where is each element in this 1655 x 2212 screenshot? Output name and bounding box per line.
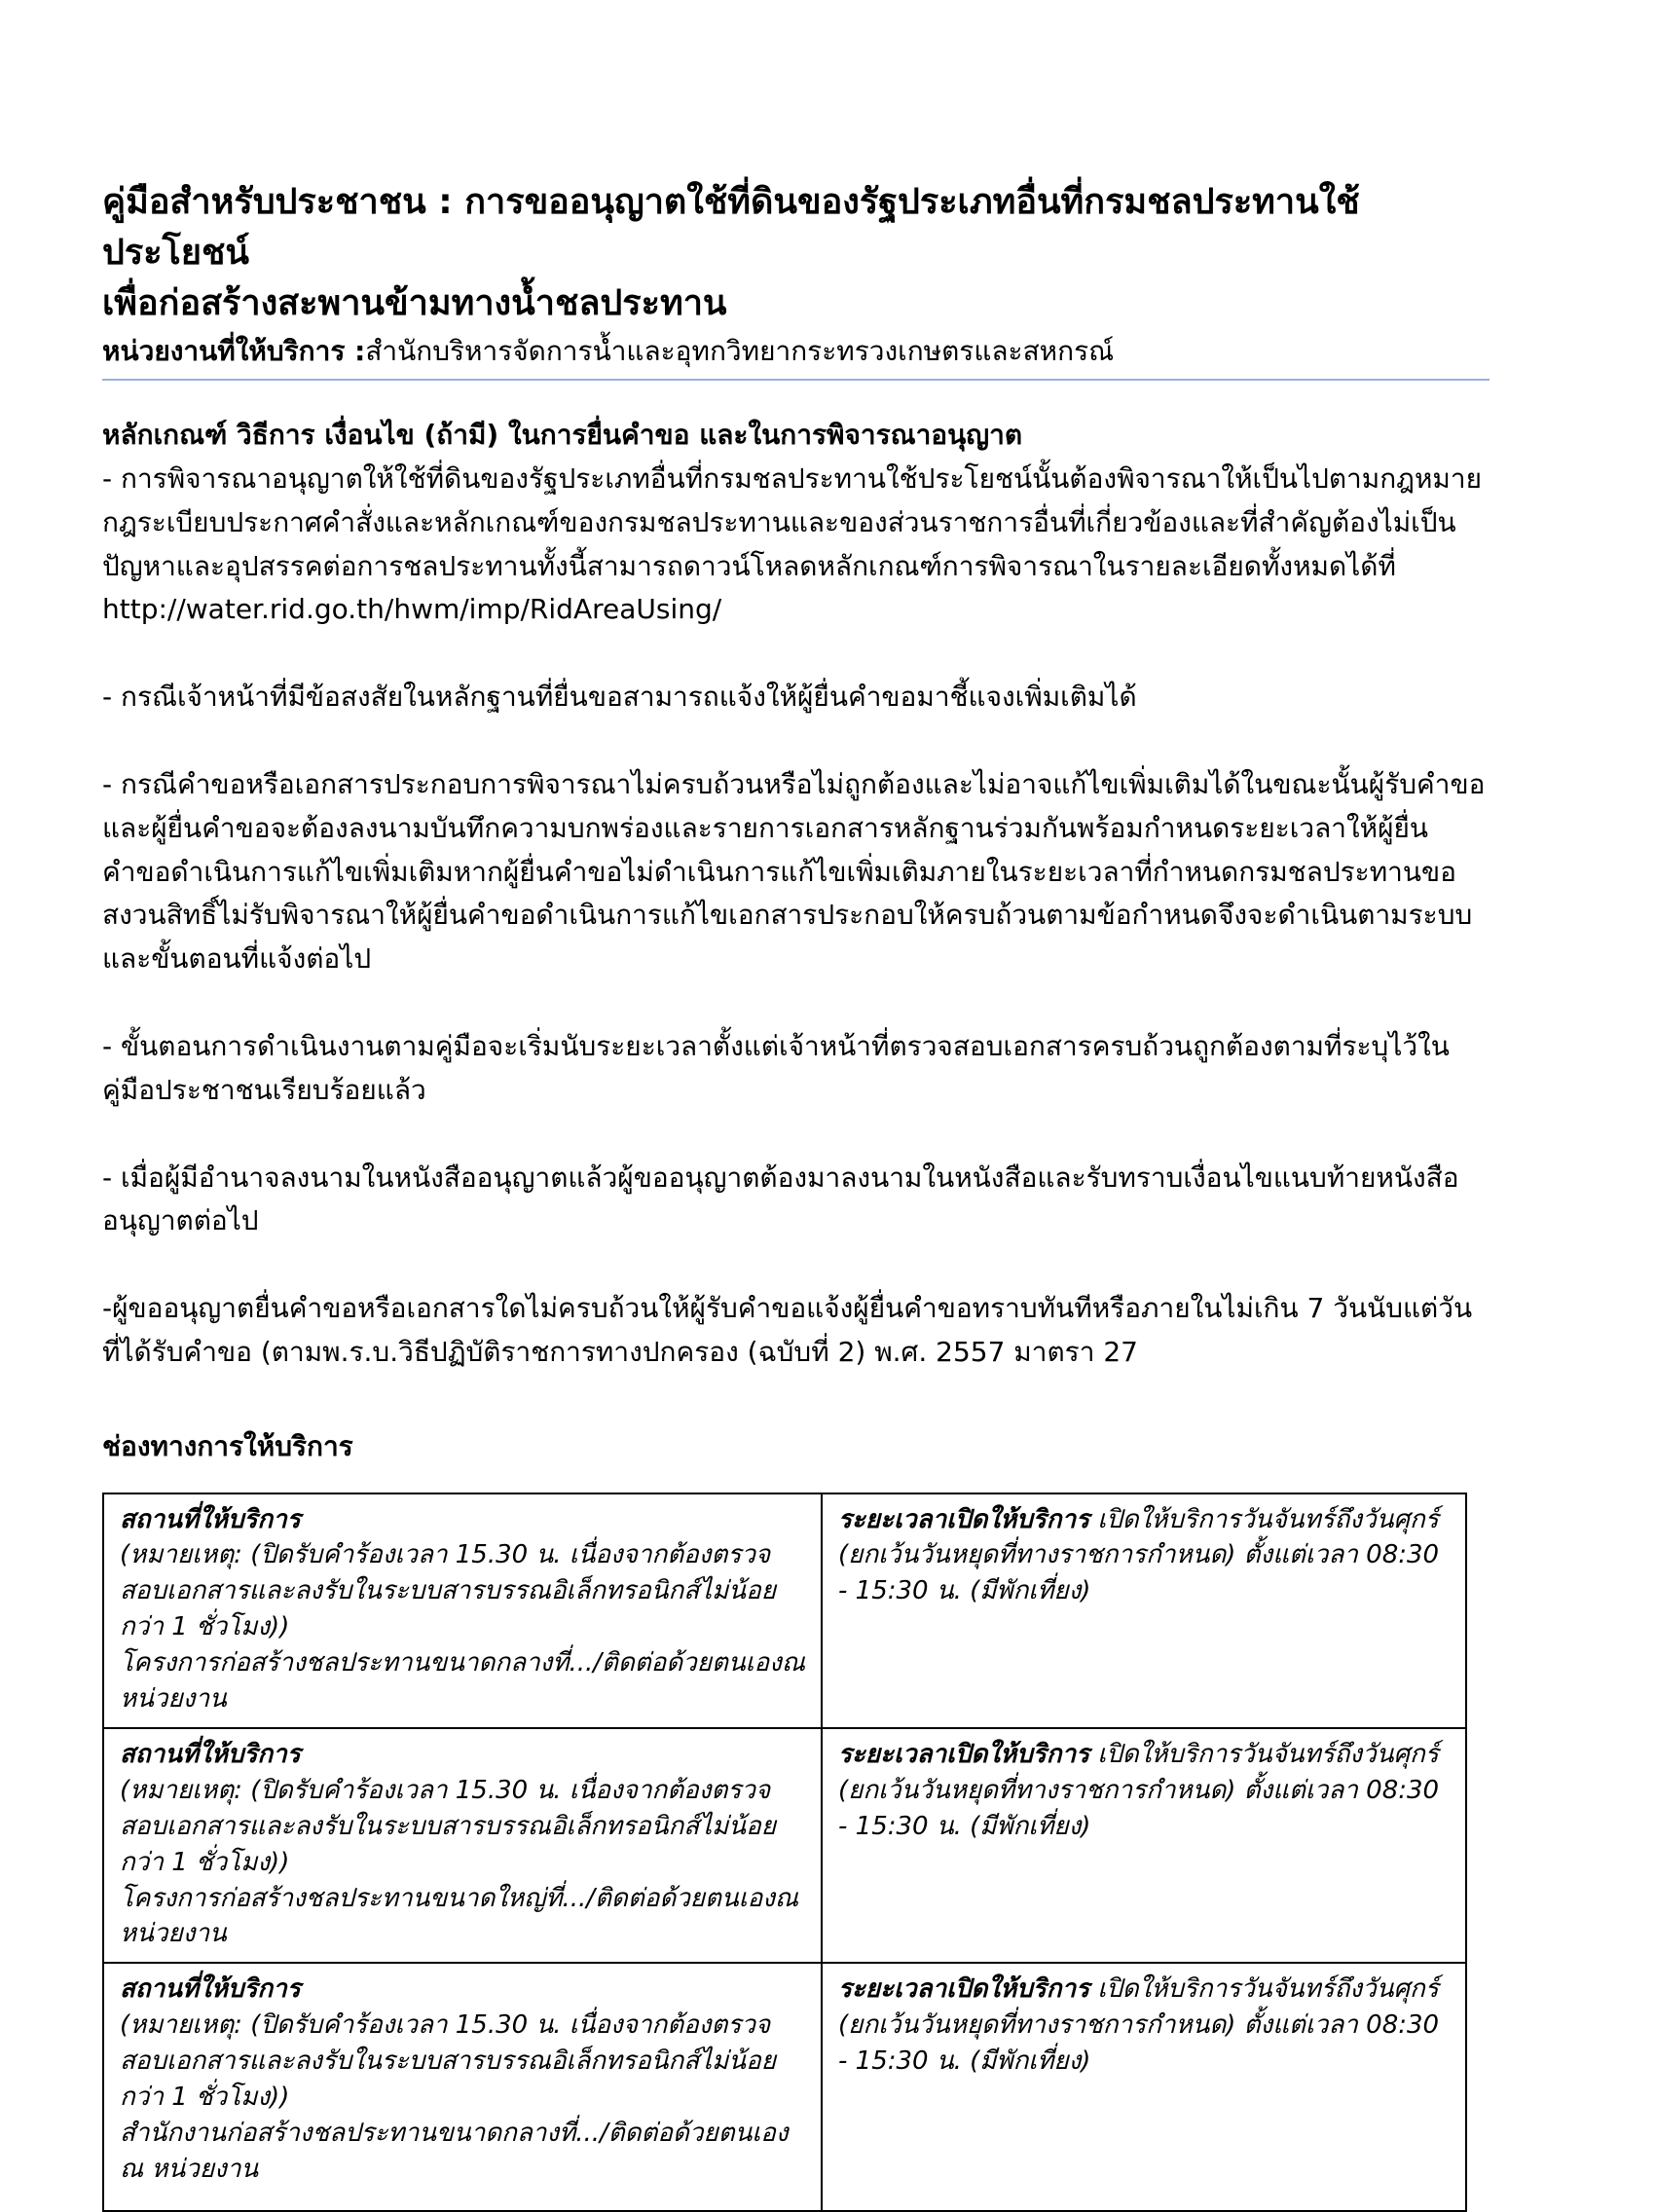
page-title-line1: คู่มือสำหรับประชาชน : การขออนุญาตใช้ที่ดินของรัฐประเภทอื่นที่กรมชลประทานใช้ประโยชน์: [102, 177, 1490, 278]
url-text: http://water.rid.go.th/hwm/imp/RidAreaUsing/: [102, 588, 1490, 632]
hours-label: ระยะเวลาเปิดให้บริการ: [838, 1974, 1089, 2004]
table-row: [103, 1728, 1466, 1963]
hours-label: ระยะเวลาเปิดให้บริการ: [838, 1740, 1089, 1769]
hours-cell: [822, 1963, 1466, 2211]
channels-table: [102, 1493, 1467, 2212]
agency-label: หน่วยงานที่ให้บริการ :: [102, 335, 365, 367]
table-row: [103, 1963, 1466, 2211]
hours-label: ระยะเวลาเปิดให้บริการ: [838, 1505, 1089, 1534]
table-row: [103, 1493, 1466, 1728]
location-detail: โครงการก่อสร้างชลประทานขนาดใหญ่ที่.../ติดต่อด้วยตนเองณ หน่วยงาน: [120, 1881, 805, 1953]
hours-text: เปิดให้บริการวันจันทร์ถึงวันศุกร์ (ยกเว้นวันหยุดที่ทางราชการกำหนด) ตั้งแต่เวลา 08:30 - 15:30 น. (มีพักเที่ยง): [838, 1974, 1439, 2076]
hours-text: เปิดให้บริการวันจันทร์ถึงวันศุกร์ (ยกเว้นวันหยุดที่ทางราชการกำหนด) ตั้งแต่เวลา 08:30 - 15:30 น. (มีพักเที่ยง): [838, 1740, 1439, 1841]
agency-value: สำนักบริหารจัดการน้ำและอุทกวิทยากระทรวงเกษตรและสหกรณ์: [365, 335, 1114, 367]
location-cell: [103, 1728, 822, 1963]
criteria-paragraph: - ขั้นตอนการดำเนินงานตามคู่มือจะเริ่มนับระยะเวลาตั้งแต่เจ้าหน้าที่ตรวจสอบเอกสารครบถ้วนถูกต้องตามที่ระบุไว้ในคู่มือประชาชนเรียบร้อยแล้ว: [102, 1025, 1490, 1113]
location-cell: [103, 1493, 822, 1728]
criteria-paragraph: -ผู้ขออนุญาตยื่นคำขอหรือเอกสารใดไม่ครบถ้วนให้ผู้รับคำขอแจ้งผู้ยื่นคำขอทราบทันทีหรือภายในไม่เกิน 7 วันนับแต่วันที่ได้รับคำขอ (ตามพ.ร.บ.วิธีปฏิบัติราชการทางปกครอง (ฉบับที่ 2) พ.ศ. 2557 มาตรา 27: [102, 1287, 1490, 1375]
criteria-paragraph: [102, 458, 1490, 632]
location-detail: โครงการก่อสร้างชลประทานขนาดกลางที่.../ติดต่อด้วยตนเองณ หน่วยงาน: [120, 1645, 805, 1717]
hours-text: เปิดให้บริการวันจันทร์ถึงวันศุกร์ (ยกเว้นวันหยุดที่ทางราชการกำหนด) ตั้งแต่เวลา 08:30 - 15:30 น. (มีพักเที่ยง): [838, 1505, 1439, 1606]
criteria-paragraph: - เมื่อผู้มีอำนาจลงนามในหนังสืออนุญาตแล้วผู้ขออนุญาตต้องมาลงนามในหนังสือและรับทราบเงื่อนไขแนบท้ายหนังสืออนุญาตต่อไป: [102, 1157, 1490, 1244]
location-note: (หมายเหตุ: (ปิดรับคำร้องเวลา 15.30 น. เนื่องจากต้องตรวจสอบเอกสารและลงรับในระบบสารบรรณอิเล็กทรอนิกส์ไม่น้อยกว่า 1 ชั่วโมง)): [120, 1773, 805, 1881]
channels-heading: ช่องทางการให้บริการ: [102, 1425, 1490, 1469]
location-detail: สำนักงานก่อสร้างชลประทานขนาดกลางที่.../ติดต่อด้วยตนเองณ หน่วยงาน: [120, 2116, 805, 2188]
location-label: สถานที่ให้บริการ: [120, 1737, 805, 1773]
section-divider: [102, 379, 1490, 381]
hours-cell: [822, 1493, 1466, 1728]
location-cell: [103, 1963, 822, 2211]
criteria-paragraph: - กรณีเจ้าหน้าที่มีข้อสงสัยในหลักฐานที่ยื่นขอสามารถแจ้งให้ผู้ยื่นคำขอมาชี้แจงเพิ่มเติมได้: [102, 676, 1490, 719]
location-note: (หมายเหตุ: (ปิดรับคำร้องเวลา 15.30 น. เนื่องจากต้องตรวจสอบเอกสารและลงรับในระบบสารบรรณอิเล็กทรอนิกส์ไม่น้อยกว่า 1 ชั่วโมง)): [120, 2008, 805, 2116]
location-note: (หมายเหตุ: (ปิดรับคำร้องเวลา 15.30 น. เนื่องจากต้องตรวจสอบเอกสารและลงรับในระบบสารบรรณอิเล็กทรอนิกส์ไม่น้อยกว่า 1 ชั่วโมง)): [120, 1537, 805, 1645]
location-label: สถานที่ให้บริการ: [120, 1502, 805, 1538]
page-title: [102, 177, 1490, 330]
criteria-paragraph-text: - การพิจารณาอนุญาตให้ใช้ที่ดินของรัฐประเภทอื่นที่กรมชลประทานใช้ประโยชน์นั้นต้องพิจารณาให้เป็นไปตามกฎหมายกฎระเบียบประกาศคำสั่งและหลักเกณฑ์ของกรมชลประทานและของส่วนราชการอื่นที่เกี่ยวข้องและที่สำคัญต้องไม่เป็นปัญหาและอุปสรรคต่อการชลประทานทั้งนี้สามารถดาวน์โหลดหลักเกณฑ์การพิจารณาในรายละเอียดทั้งหมดได้ที่: [102, 462, 1482, 582]
hours-cell: [822, 1728, 1466, 1963]
location-label: สถานที่ให้บริการ: [120, 1972, 805, 2008]
criteria-body: [102, 458, 1490, 1375]
page-title-line2: เพื่อก่อสร้างสะพานข้ามทางน้ำชลประทาน: [102, 278, 1490, 329]
agency-line: [102, 332, 1490, 372]
criteria-heading: หลักเกณฑ์ วิธีการ เงื่อนไข (ถ้ามี) ในการยื่นคำขอ และในการพิจารณาอนุญาต: [102, 414, 1490, 458]
criteria-paragraph: - กรณีคำขอหรือเอกสารประกอบการพิจารณาไม่ครบถ้วนหรือไม่ถูกต้องและไม่อาจแก้ไขเพิ่มเติมได้ในขณะนั้นผู้รับคำขอและผู้ยื่นคำขอจะต้องลงนามบันทึกความบกพร่องและรายการเอกสารหลักฐานร่วมกันพร้อมกำหนดระยะเวลาให้ผู้ยื่นคำขอดำเนินการแก้ไขเพิ่มเติมหากผู้ยื่นคำขอไม่ดำเนินการแก้ไขเพิ่มเติมภายในระยะเวลาที่กำหนดกรมชลประทานขอสงวนสิทธิ์ไม่รับพิจารณาให้ผู้ยื่นคำขอดำเนินการแก้ไขเอกสารประกอบให้ครบถ้วนตามข้อกำหนดจึงจะดำเนินตามระบบและขั้นตอนที่แจ้งต่อไป: [102, 763, 1490, 981]
